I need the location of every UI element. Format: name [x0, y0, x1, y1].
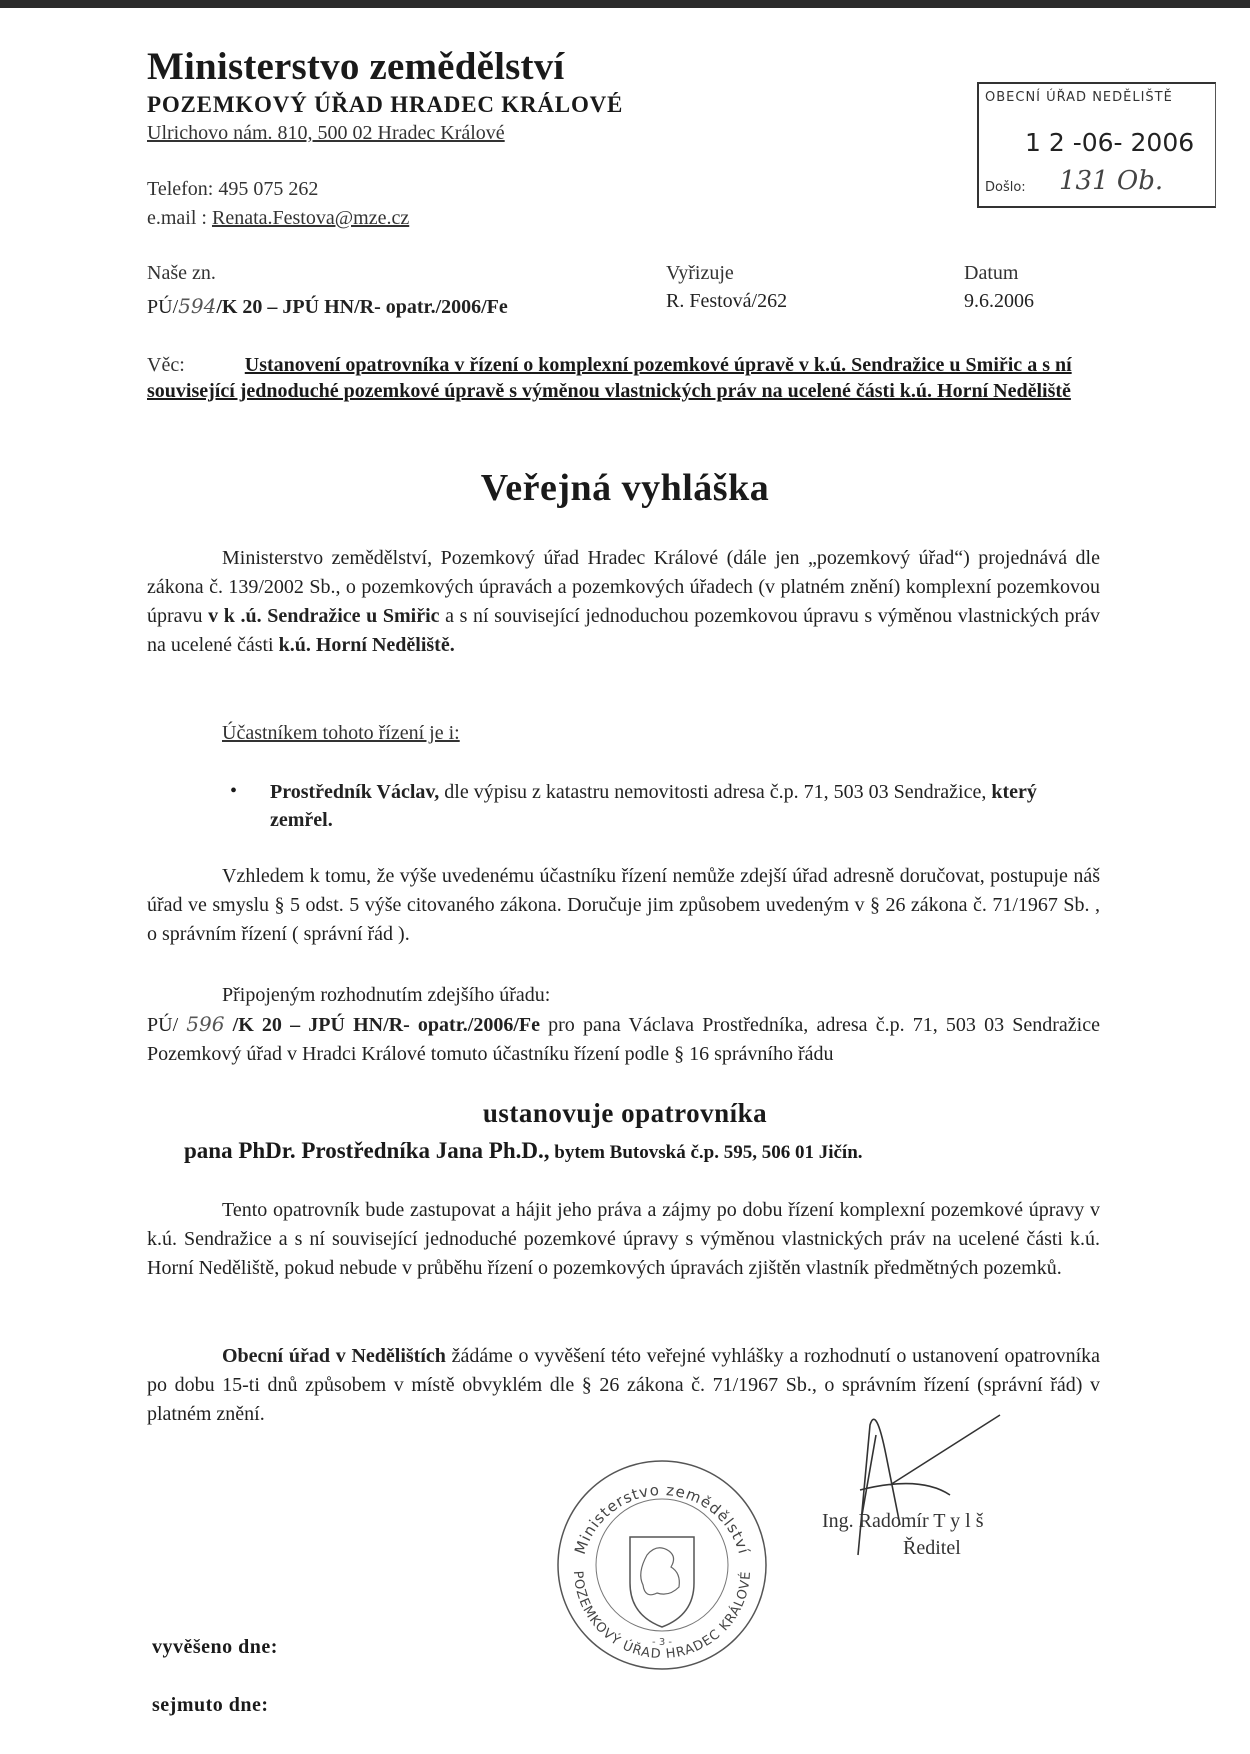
- intro-text-2: a s ní související jednoduchou pozemkovou úpravu s výměnou vlastnických práv na ucelené části: [147, 605, 1100, 656]
- decision-paragraph: [147, 1010, 1100, 1069]
- coat-of-arms-shield-icon: [630, 1537, 694, 1627]
- received-stamp: [977, 82, 1216, 208]
- seal-text-bottom: POZEMKOVÝ ÚŘAD HRADEC KRÁLOVÉ: [569, 1570, 755, 1663]
- office-email-line: [147, 207, 409, 230]
- request-text: žádáme o vyvěšení této veřejné vyhlášky a rozhodnutí o ustanovení opatrovníka po dobu 15-ti dnů způsobem v místě obvyklém dle § 26 zákona č. 71/1967 Sb., o správním řízení (správní řád) v platném znění.: [147, 1345, 1101, 1425]
- decision-ref-prefix: PÚ/: [147, 1014, 187, 1036]
- intro-text-1: Ministerstvo zemědělství, Pozemkový úřad Hradec Králové (dále jen „pozemkový úřad“) projednává dle zákona č. 139/2002 Sb., o pozemkových úpravách a pozemkových úřadech (v platném znění) komplexní pozemkovou úpravu: [147, 547, 1100, 627]
- participant-deceased: který zemřel.: [270, 781, 1037, 831]
- signatory-name: Ing. Radomír T y l š: [822, 1510, 984, 1532]
- subject-text: Ustanovení opatrovníka v řízení o komplexní pozemkové úpravě v k.ú. Sendražice u Smiřic a s ní související jednoduché pozemkové úpravě s výměnou vlastnických práv na ucelené části k.ú. Horní Neděliště: [147, 354, 1072, 402]
- participant-entry: [270, 778, 1070, 834]
- delivery-paragraph: Vzhledem k tomu, že výše uvedenému účastníku řízení nemůže zdejší úřad adresně doručovat, postupuje náš úřad ve smyslu § 5 odst. 5 výše citovaného zákona. Doručuje jim způsobem uvedeným v § 26 zákona č. 71/1967 Sb. , o správním řízení ( správní řád ).: [147, 865, 1100, 945]
- our-ref-label: Naše zn.: [147, 262, 216, 284]
- stamp-handwritten-number: 131 Ob.: [1059, 166, 1164, 196]
- bullet-icon: •: [230, 780, 238, 802]
- office-address: Ulrichovo nám. 810, 500 02 Hradec Králové: [147, 122, 505, 144]
- our-ref-handwritten: 594: [178, 294, 217, 318]
- seal-number: - 3 -: [652, 1637, 672, 1648]
- email-label: e.mail :: [147, 207, 212, 229]
- official-seal: [552, 1455, 772, 1675]
- office-name: POZEMKOVÝ ÚŘAD HRADEC KRÁLOVÉ: [147, 92, 624, 117]
- our-ref-number: /K 20 – JPÚ HN/R- opatr./2006/Fe: [216, 296, 508, 318]
- guardian-paragraph: Tento opatrovník bude zastupovat a hájit jeho práva a zájmy po dobu řízení komplexní pozemkové úpravy v k.ú. Sendražice a s ní související jednoduché pozemkové úpravy s výměnou vlastnických práv na ucelené části k.ú. Horní Neděliště, pokud nebude v průběhu řízení o pozemkových úpravách zjištěn vlastník předmětných pozemků.: [147, 1199, 1100, 1279]
- decision-ref-number: /K 20 – JPÚ HN/R- opatr./2006/Fe: [224, 1014, 540, 1036]
- office-phone: Telefon: 495 075 262: [147, 178, 319, 200]
- lion-icon: [641, 1548, 680, 1595]
- signatory-title: Ředitel: [903, 1537, 961, 1559]
- our-ref-value: [147, 294, 508, 319]
- removed-date-label: sejmuto dne:: [152, 1694, 269, 1716]
- decision-intro: Připojeným rozhodnutím zdejšího úřadu:: [222, 984, 551, 1006]
- email-link[interactable]: Renata.Festova@mze.cz: [211, 207, 410, 229]
- participant-text: dle výpisu z katastru nemovitosti adresa č.p. 71, 503 03 Sendražice,: [439, 781, 992, 803]
- stamp-title: OBECNÍ ÚŘAD NEDĚLIŠTĚ: [985, 90, 1173, 105]
- stamp-date: 1 2 -06- 2006: [1025, 128, 1195, 157]
- scan-top-edge: [0, 0, 1250, 8]
- handled-by-value: R. Festová/262: [666, 290, 788, 312]
- decision-text: pro pana Václava Prostředníka, adresa č.p. 71, 503 03 Sendražice Pozemkový úřad v Hradci Králové tomuto účastníku řízení podle § 16 správního řádu: [147, 1014, 1100, 1065]
- guardian-line: [184, 1138, 1104, 1164]
- intro-paragraph: [147, 544, 1100, 660]
- stamp-doslo-label: Došlo:: [985, 180, 1026, 195]
- our-ref-prefix: PÚ/: [147, 296, 179, 318]
- posted-date-label: vyvěšeno dne:: [152, 1636, 278, 1658]
- seal-inner-ring: [596, 1499, 728, 1631]
- decision-ref-handwritten: 596: [186, 1012, 225, 1036]
- guardian-address: bytem Butovská č.p. 595, 506 01 Jičín.: [549, 1142, 863, 1163]
- appoint-heading: ustanovuje opatrovníka: [482, 1098, 768, 1128]
- participants-label: Účastníkem tohoto řízení je i:: [222, 722, 460, 744]
- request-bold: Obecní úřad v Nedělištích: [222, 1345, 446, 1367]
- seal-text-top: Ministerstvo zemědělství: [570, 1480, 754, 1557]
- document-title: Veřejná vyhláška: [480, 467, 770, 509]
- subject-label: Věc:: [147, 354, 185, 376]
- subject: [147, 352, 1097, 404]
- intro-bold-2: k.ú. Horní Neděliště.: [278, 634, 455, 656]
- guardian-name: pana PhDr. Prostředníka Jana Ph.D.,: [184, 1138, 550, 1163]
- participant-name: Prostředník Václav,: [270, 781, 440, 803]
- ministry-name: Ministerstvo zemědělství: [147, 45, 565, 88]
- date-value: 9.6.2006: [964, 290, 1034, 312]
- date-label: Datum: [964, 262, 1019, 284]
- intro-bold-1: v k .ú. Sendražice u Smiřic: [208, 605, 440, 627]
- handled-by-label: Vyřizuje: [666, 262, 734, 284]
